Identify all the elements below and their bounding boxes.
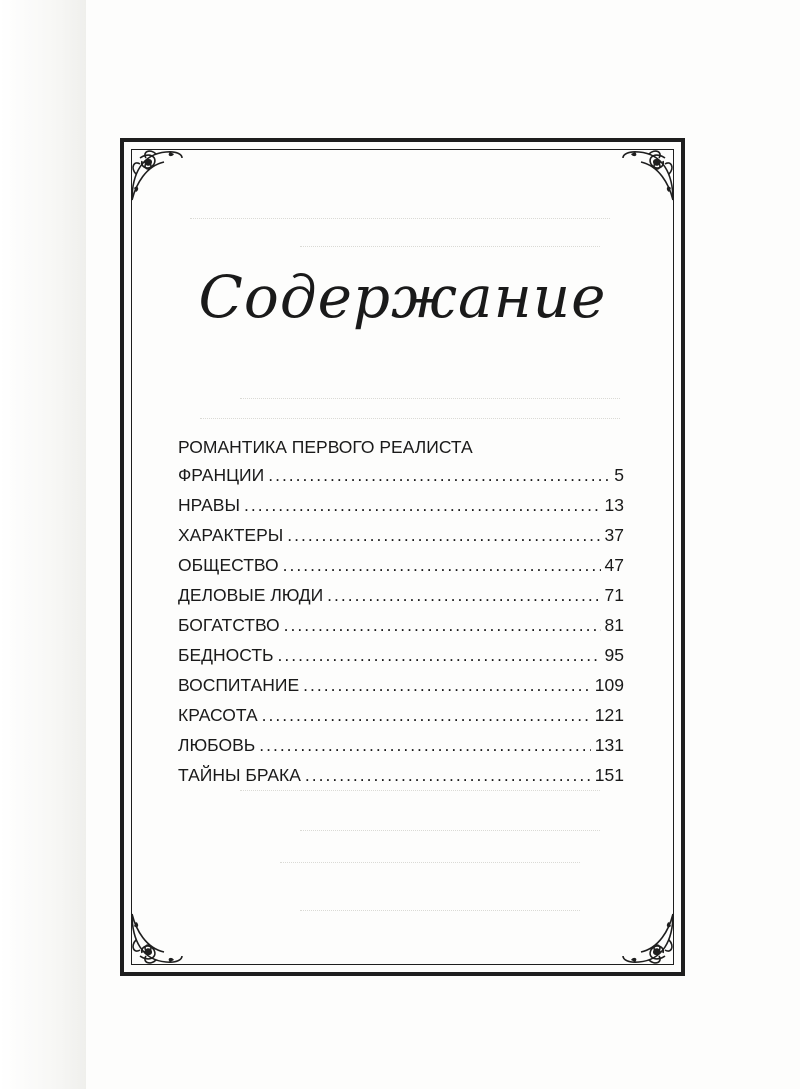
toc-leader-dots: [283, 550, 601, 580]
toc-entry[interactable]: [178, 730, 624, 760]
toc-entry[interactable]: [178, 434, 624, 460]
toc-entry[interactable]: [178, 760, 624, 790]
toc-leader-dots: [262, 700, 591, 730]
toc-entry[interactable]: [178, 640, 624, 670]
toc-leader-dots: [287, 520, 600, 550]
page-title: Содержание: [198, 263, 607, 331]
toc-page-number: 47: [604, 555, 624, 575]
table-of-contents: [178, 434, 624, 790]
toc-entry-title: БЕДНОСТЬ: [178, 645, 274, 665]
toc-leader-dots: [303, 670, 591, 700]
toc-entry-continued[interactable]: [178, 460, 624, 490]
toc-page-number: 109: [594, 675, 624, 695]
corner-ornament-icon: [126, 908, 188, 970]
toc-page-number: 71: [604, 585, 624, 605]
toc-entry-title: ХАРАКТЕРЫ: [178, 525, 284, 545]
toc-entry-title: ТАЙНЫ БРАКА: [178, 765, 301, 785]
toc-entry-title: ЛЮБОВЬ: [178, 735, 256, 755]
corner-ornament-icon: [617, 908, 679, 970]
toc-leader-dots: [327, 580, 600, 610]
toc-entry-title: РОМАНТИКА ПЕРВОГО РЕАЛИСТА: [178, 437, 473, 457]
toc-entry-title: ОБЩЕСТВО: [178, 555, 279, 575]
toc-leader-dots: [268, 460, 610, 490]
toc-entry-title: БОГАТСТВО: [178, 615, 280, 635]
toc-entry-title: ВОСПИТАНИЕ: [178, 675, 300, 695]
toc-entry[interactable]: [178, 610, 624, 640]
toc-entry[interactable]: [178, 700, 624, 730]
toc-entry-title: КРАСОТА: [178, 705, 258, 725]
toc-leader-dots: [259, 730, 591, 760]
toc-entry-title: НРАВЫ: [178, 495, 240, 515]
toc-page-number: 37: [604, 525, 624, 545]
toc-page-number: 151: [594, 765, 624, 785]
toc-entry[interactable]: [178, 670, 624, 700]
toc-page-number: 81: [604, 615, 624, 635]
toc-entry[interactable]: [178, 580, 624, 610]
toc-page-number: 13: [604, 495, 624, 515]
toc-page-number: 131: [594, 735, 624, 755]
toc-entry-title: ДЕЛОВЫЕ ЛЮДИ: [178, 585, 324, 605]
toc-leader-dots: [244, 490, 601, 520]
toc-page-number: 121: [594, 705, 624, 725]
toc-page-number: 95: [604, 645, 624, 665]
page-gutter-shadow: [0, 0, 86, 1089]
toc-entry[interactable]: [178, 490, 624, 520]
toc-leader-dots: [305, 760, 591, 790]
toc-entry-title: ФРАНЦИИ: [178, 465, 265, 485]
corner-ornament-icon: [126, 144, 188, 206]
toc-page-number: 5: [614, 465, 624, 485]
toc-leader-dots: [284, 610, 601, 640]
toc-entry[interactable]: [178, 520, 624, 550]
corner-ornament-icon: [617, 144, 679, 206]
toc-leader-dots: [278, 640, 601, 670]
toc-entry[interactable]: [178, 550, 624, 580]
